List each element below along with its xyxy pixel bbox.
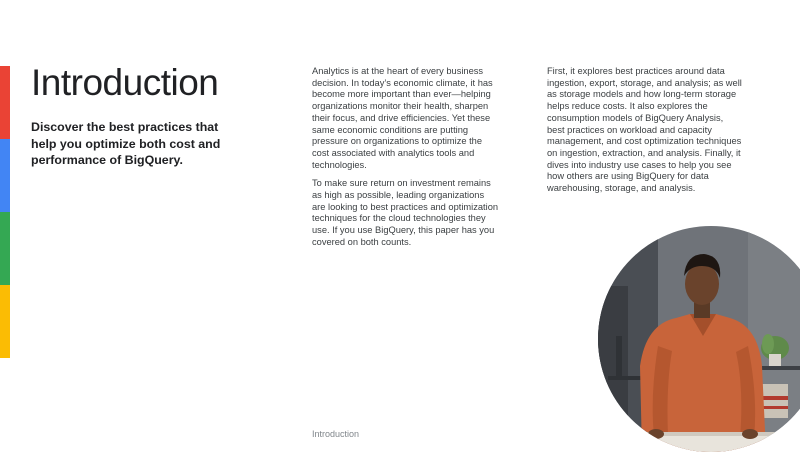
person-photo-illustration: [598, 226, 800, 452]
text-column-1: [312, 66, 500, 256]
color-segment-blue: [0, 139, 10, 212]
hero-photo: [598, 226, 800, 452]
paragraph: First, it explores best practices around data ingestion, export, storage, and analysis; as well as storage models and how long-term storage helps reduce costs. It also explores the consumption models of BigQuery Analysis, best practices on workload and capacity management, and cost optimization techniques on ingestion, extraction, and analysis. Finally, it dives into industry use cases to help you see how others are using BigQuery for data warehousing, storage, and analysis.: [547, 66, 742, 194]
paragraph: To make sure return on investment remains as high as possible, leading organizations are looking to best practices and optimization techniques for the cloud technologies they use. If you use BigQuery, this paper has you covered on both counts.: [312, 178, 499, 247]
page-title: Introduction: [31, 62, 219, 103]
page-subtitle: Discover the best practices that help you optimize both cost and performance of BigQuery.: [31, 120, 221, 167]
brand-color-bar: [0, 66, 10, 358]
color-segment-green: [0, 212, 10, 285]
color-segment-red: [0, 66, 10, 139]
color-segment-yellow: [0, 285, 10, 358]
footer-section-label: Introduction: [312, 429, 360, 439]
paragraph: Analytics is at the heart of every business decision. In today’s economic climate, it has become more important than ever—helping organizations monitor their health, sharpen their focus, and drive efficiencies. Yet these same economic conditions are putting pressure on organizations to optimize the cost associated with analytics tools and technologies.: [312, 66, 493, 170]
text-column-2: [547, 66, 743, 202]
